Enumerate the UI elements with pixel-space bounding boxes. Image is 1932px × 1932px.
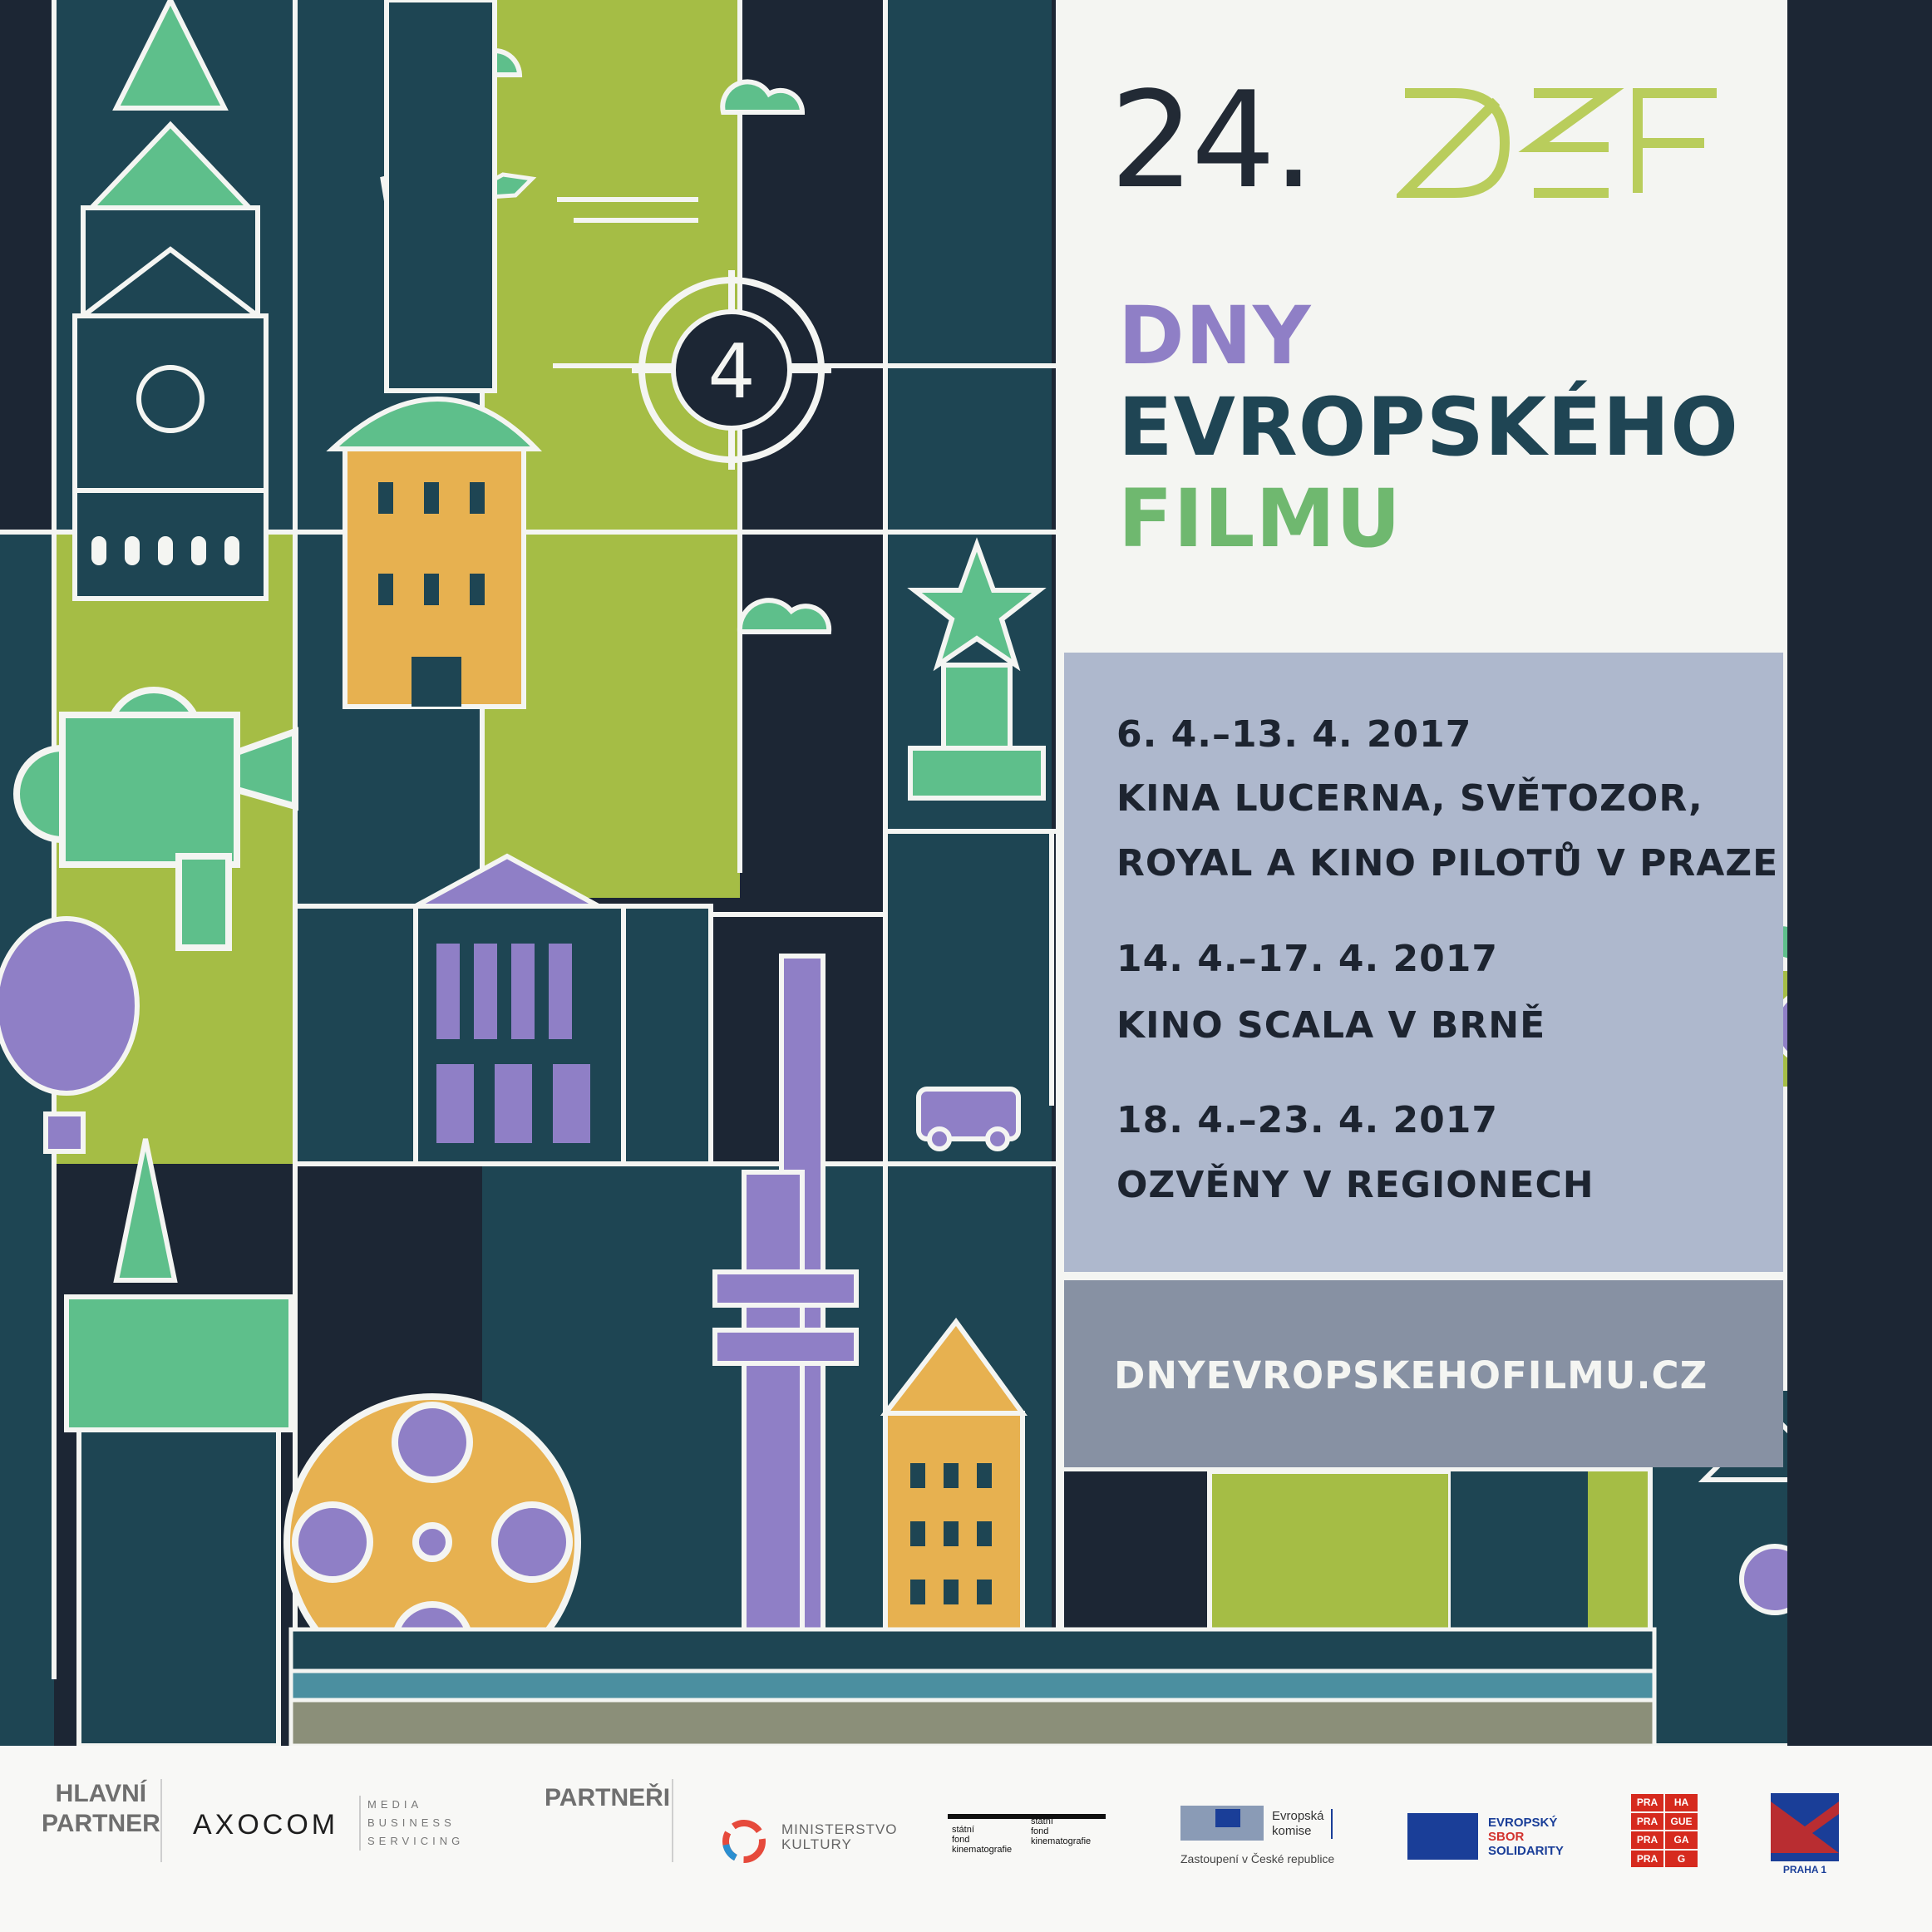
- fund-line2b: fond: [1031, 1826, 1049, 1836]
- eu-flag-icon: [1215, 1809, 1240, 1827]
- date-regions: 18. 4.–23. 4. 2017: [1116, 1099, 1498, 1141]
- footer-divider: [160, 1779, 162, 1862]
- def-logo-text: DEF: [1397, 76, 1398, 77]
- main-partner-label: [42, 1779, 160, 1839]
- eu-commission-text: [1272, 1809, 1333, 1839]
- praha-logo: [1631, 1794, 1698, 1867]
- eu-commission-subtitle: Zastoupení v České republice: [1180, 1852, 1335, 1865]
- solidarity-line3: SOLIDARITY: [1488, 1844, 1564, 1858]
- praha1-text: PRAHA 1: [1782, 1864, 1827, 1875]
- praha-cell-8: G: [1665, 1851, 1698, 1868]
- footer-divider-2: [672, 1779, 673, 1862]
- ministry-line2: KULTURY: [781, 1836, 852, 1852]
- fund-text-left: [952, 1825, 1012, 1855]
- axocom-logo: AXOCOM: [193, 1809, 339, 1841]
- ministry-culture-text: [781, 1822, 898, 1852]
- ministry-culture-icon: [719, 1816, 769, 1866]
- def-logo: [1397, 76, 1729, 201]
- praha-cell-4: GUE: [1665, 1813, 1698, 1831]
- eu-commission-line2: komise: [1272, 1824, 1312, 1838]
- axocom-tagline: [359, 1796, 464, 1851]
- fund-line2: fond: [952, 1835, 970, 1845]
- praha-cell-5: PRA: [1631, 1831, 1663, 1849]
- fund-line3b: kinematografie: [1031, 1836, 1092, 1846]
- axocom-tagline-3: SERVICING: [367, 1835, 465, 1847]
- axocom-tagline-1: MEDIA: [367, 1798, 423, 1811]
- fund-text-right: [1031, 1816, 1091, 1846]
- praha-cell-1: PRA: [1631, 1794, 1663, 1811]
- ministry-line1: MINISTERSTVO: [781, 1821, 898, 1837]
- fund-line1b: státní: [1031, 1816, 1053, 1826]
- fund-line3: kinematografie: [952, 1845, 1013, 1855]
- date-prague: 6. 4.–13. 4. 2017: [1116, 713, 1472, 756]
- praha-cell-6: GA: [1665, 1831, 1698, 1849]
- fund-line1: státní: [952, 1825, 974, 1835]
- praha-cell-3: PRA: [1631, 1813, 1663, 1831]
- bridge: [291, 1629, 1654, 1746]
- solidarity-text: [1488, 1816, 1564, 1858]
- main-partner-label-line1: HLAVNÍ: [55, 1780, 147, 1807]
- partners-label: PARTNEŘI: [545, 1784, 671, 1811]
- praha-cell-2: HA: [1665, 1794, 1698, 1811]
- eu-commission-line1: Evropská: [1272, 1809, 1324, 1823]
- venues-prague-1: KINA LUCERNA, SVĚTOZOR,: [1116, 777, 1703, 820]
- venue-brno: KINO SCALA V BRNĚ: [1116, 1004, 1546, 1047]
- axocom-tagline-2: BUSINESS: [367, 1816, 456, 1829]
- festival-website-link[interactable]: DNYEVROPSKEHOFILMU.CZ: [1114, 1353, 1708, 1397]
- solidarity-line1: EVROPSKÝ: [1488, 1816, 1558, 1830]
- title-line-filmu: FILMU: [1118, 472, 1402, 565]
- praha-cell-7: PRA: [1631, 1851, 1663, 1868]
- solidarity-line2: SBOR: [1488, 1830, 1525, 1844]
- title-line-dny: DNY: [1118, 289, 1312, 382]
- festival-number: 24.: [1110, 62, 1312, 218]
- eu-flag-icon-2: [1407, 1813, 1478, 1860]
- venue-regions: OZVĚNY V REGIONECH: [1116, 1164, 1594, 1206]
- date-brno: 14. 4.–17. 4. 2017: [1116, 938, 1498, 980]
- praha1-flag-icon: [1771, 1793, 1839, 1861]
- main-partner-label-line2: PARTNER: [42, 1810, 160, 1837]
- venues-prague-2: ROYAL A KINO PILOTŮ V PRAZE: [1116, 842, 1779, 885]
- house-windows: [910, 1463, 992, 1604]
- car-icon: [919, 1089, 1018, 1149]
- right-dark-strip: [1787, 0, 1932, 1746]
- title-line-evropskeho: EVROPSKÉHO: [1118, 381, 1739, 474]
- countdown-number: 4: [707, 328, 756, 416]
